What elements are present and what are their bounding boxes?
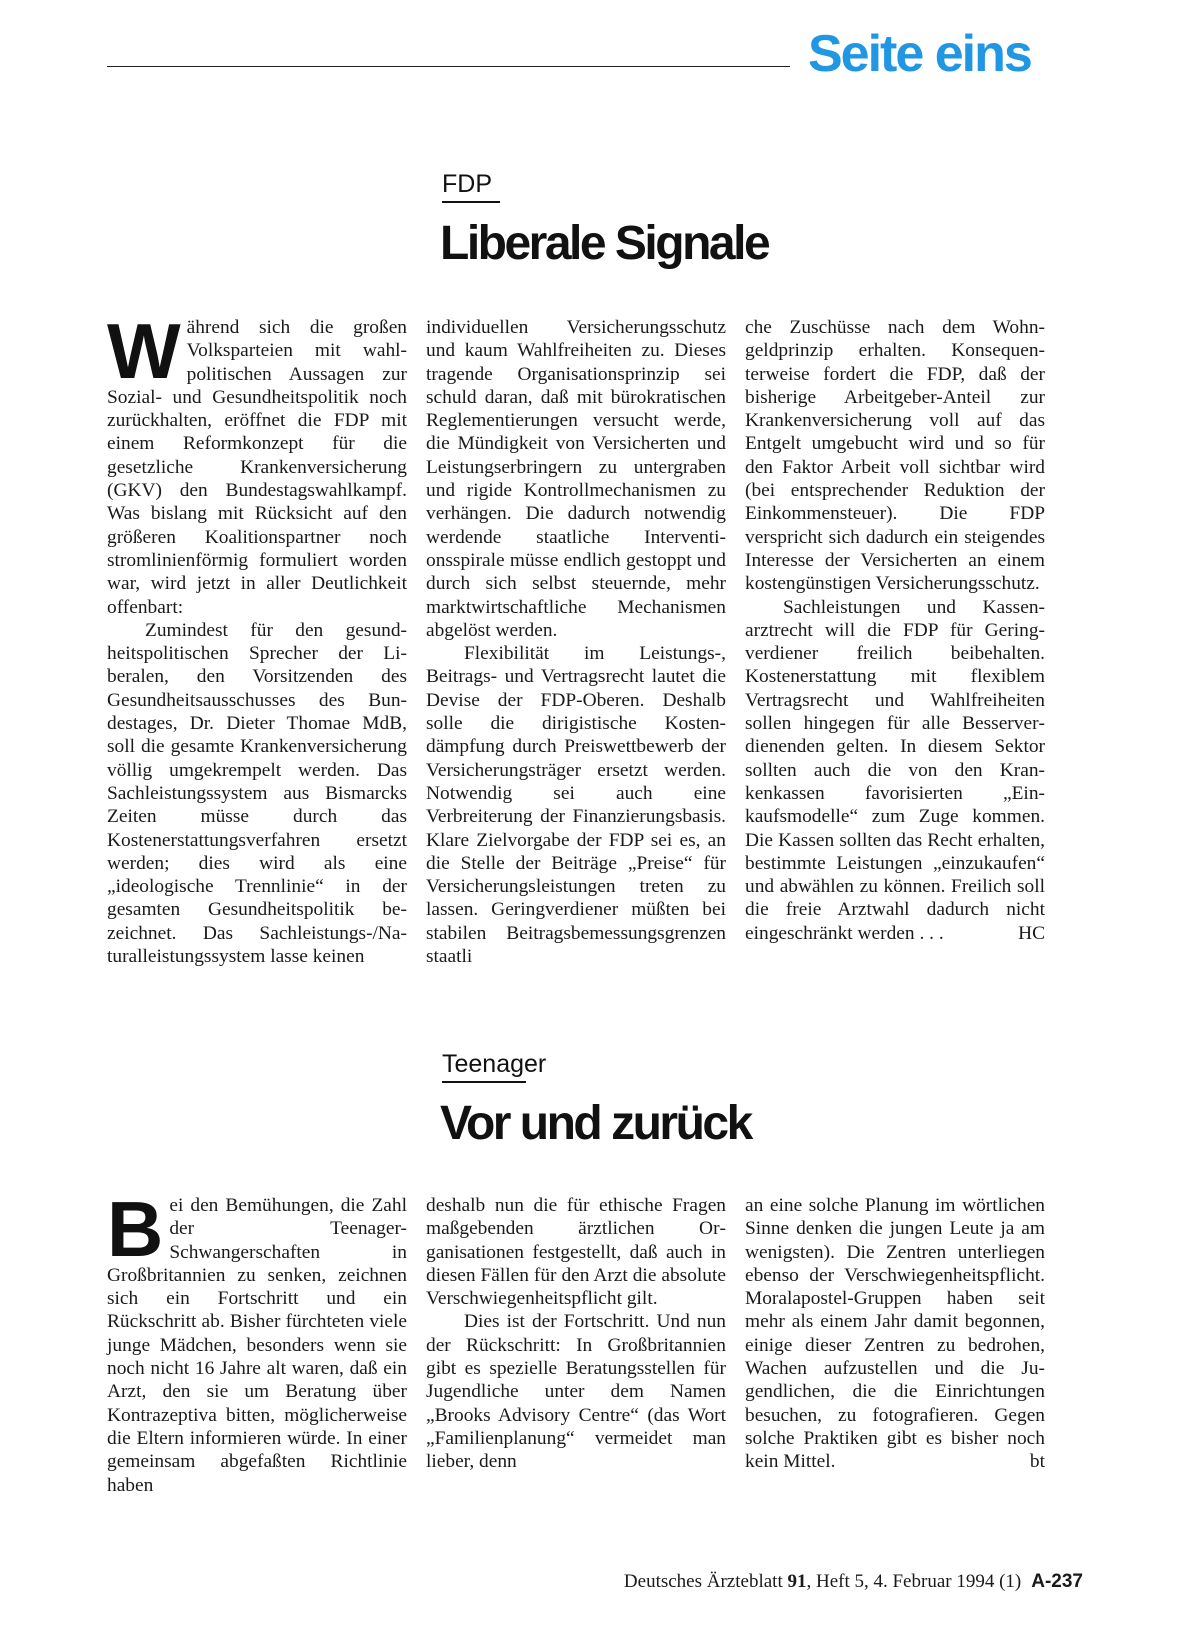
article1-column-3 xyxy=(745,316,1045,945)
article1-dropcap: W xyxy=(107,307,181,395)
article2-column-1 xyxy=(107,1185,407,1497)
article2-dropcap: B xyxy=(107,1185,164,1273)
article2-col2-paragraph-1: deshalb nun die für ethische Fragen maßgebenden ärztlichen Organisationen festgestellt, daß auch in diesen Fällen für den Arzt die absolute Verschwiegenheitspflicht gilt. xyxy=(426,1195,726,1310)
footer-page-number: A-237 xyxy=(1031,1571,1083,1592)
article2-col3-paragraph-1-text: an eine solche Planung im wörtlichen Sinne denken die jungen Leute ja am wenigsten). Die Zentren unterliegen ebenso der Verschwiegenheitspflicht. Moralapostel-Gruppen haben seit mehr als einem Jahr damit begonnen, einige dieser Zentren zu bedrohen, Wachen aufzustellen und die Jugendlichen, die die Einrichtungen besuchen, zu fotografieren. Gegen solche Praktiken gibt es bisher noch kein Mittel. xyxy=(745,1195,1045,1473)
article2-col1-paragraph-1: ei den Bemühungen, die Zahl der Teenager-Schwangerschaften in Großbritannien zu senken, zeichnen sich ein Fortschritt und ein Rückschritt ab. Bisher fürchteten viele junge Mädchen, besonders wenn sie noch nicht 16 Jahre alt waren, daß ein Arzt, den sie um Beratung über Kontrazeptiva bitten, möglicherweise die Eltern informieren würde. In einer gemeinsam abgefaßten Richtlinie haben xyxy=(107,1195,407,1496)
article2-author-signature: bt xyxy=(1029,1451,1045,1473)
page-footer xyxy=(578,1571,1083,1593)
article2-headline: Vor und zurück xyxy=(440,1097,751,1150)
article2-kicker: Teenager xyxy=(442,1050,547,1078)
footer-citation: Deutsches Ärzteblatt xyxy=(623,1571,783,1592)
article1-col1-paragraph-1: ährend sich die großen Volksparteien mit wahlpolitischen Aussagen zur Sozial- und Gesundheitspolitik noch zurückhalten, eröffnet die FDP mit einem Reformkonzept für die gesetzliche Krankenversicherung (GKV) den Bundestagswahlkampf. Was bislang mit Rücksicht auf den größeren Koalitionspartner noch stromlinienförmig formuliert worden war, wird jetzt in aller Deutlichkeit offenbart: xyxy=(107,317,407,618)
article1-author-signature: HC xyxy=(1018,922,1045,944)
footer-issue: , Heft 5, 4. Februar 1994 (1) xyxy=(806,1571,1022,1592)
header-rule xyxy=(107,66,790,67)
article1-kicker: FDP xyxy=(442,170,492,198)
article2-col3-paragraph-1 xyxy=(745,1194,1045,1474)
article1-headline: Liberale Signale xyxy=(440,217,769,270)
article1-col3-paragraph-1: che Zuschüsse nach dem Wohngeldprinzip erhalten. Konsequenterweise fordert die FDP, daß der bisherige Arbeitgeber-Anteil zur Krankenversicherung voll auf das Entgelt umgebucht wird und so für den Faktor Arbeit voll sichtbar wird (bei entsprechender Reduktion der Einkommensteuer). Die FDP verspricht sich dadurch ein steigendes Interesse der Versicherten an einem kostengünstigen Versicherungsschutz. xyxy=(745,317,1045,595)
article2-column-3 xyxy=(745,1194,1045,1474)
section-title: Seite eins xyxy=(808,25,1031,83)
article2-col2-paragraph-2: Dies ist der Fortschritt. Und nun der Rückschritt: In Großbritannien gibt es spezielle Beratungsstellen für Jugendliche unter dem Namen „Brooks Advisory Centre“ (das Wort „Familienplanung“ vermeidet man lieber, denn xyxy=(426,1311,726,1473)
footer-volume: 91 xyxy=(787,1571,807,1592)
article1-col2-paragraph-1: individuellen Versicherungsschutz und kaum Wahlfreiheiten zu. Dieses tragende Organisationsprinzip sei schuld daran, daß mit bürokratischen Reglementierungen versucht werde, die Mündigkeit von Versicherten und Leistungserbringern zu untergraben und rigide Kontrollmechanismen zu verhängen. Die dadurch notwendig werdende staatliche Interventionsspirale müsse endlich gestoppt und durch sich selbst steuernde, mehr marktwirtschaftliche Mechanismen abgelöst werden. xyxy=(426,317,726,641)
article1-column-1 xyxy=(107,307,407,968)
article1-kicker-rule xyxy=(442,201,500,203)
article1-column-2 xyxy=(426,316,726,968)
article1-col3-paragraph-2-text: Sachleistungen und Kassenarztrecht will die FDP für Geringverdiener freilich beibehalten. Kostenerstattung mit flexiblem Vertragsrecht und Wahlfreiheiten sollen hingegen für alle Besserverdienenden gelten. In diesem Sektor sollten auch die von den Krankenkassen favorisierten „Einkaufsmodelle“ zum Zuge kommen. Die Kassen sollten das Recht erhalten, bestimmte Leistungen „einzukaufen“ und abwählen zu können. Freilich soll die freie Arztwahl dadurch nicht eingeschränkt werden . . . xyxy=(745,596,1045,944)
article2-kicker-rule xyxy=(442,1081,526,1083)
article1-col1-paragraph-2: Zumindest für den gesundheitspolitischen Sprecher der Liberalen, den Vorsitzenden des Gesundheitsausschusses des Bundestages, Dr. Dieter Thomae MdB, soll die gesamte Krankenversicherung völlig umgekrempelt werden. Das Sachleistungssystem aus Bismarcks Zeiten müsse durch das Kostenerstattungsverfahren ersetzt werden; dies wird als eine „ideologische Trennlinie“ in der gesamten Gesundheitspolitik bezeichnet. Das Sachleistungs-/Naturalleistungssystem lasse keinen xyxy=(107,619,407,968)
article2-column-2 xyxy=(426,1194,726,1474)
article1-col2-paragraph-2: Flexibilität im Leistungs-, Beitrags- und Vertragsrecht lautet die Devise der FDP-Oberen. Deshalb solle die dirigistische Kostendämpfung durch Preiswettbewerb der Versicherungsträger ersetzt werden. Notwendig sei auch eine Verbreiterung der Finanzierungsbasis. Klare Zielvorgabe der FDP sei es, an die Stelle der Beiträge „Preise“ für Versicherungsleistungen treten zu lassen. Geringverdiener müßten bei stabilen Beitragsbemessungsgrenzen staatli xyxy=(426,643,726,968)
article1-col3-paragraph-2 xyxy=(745,596,1045,945)
